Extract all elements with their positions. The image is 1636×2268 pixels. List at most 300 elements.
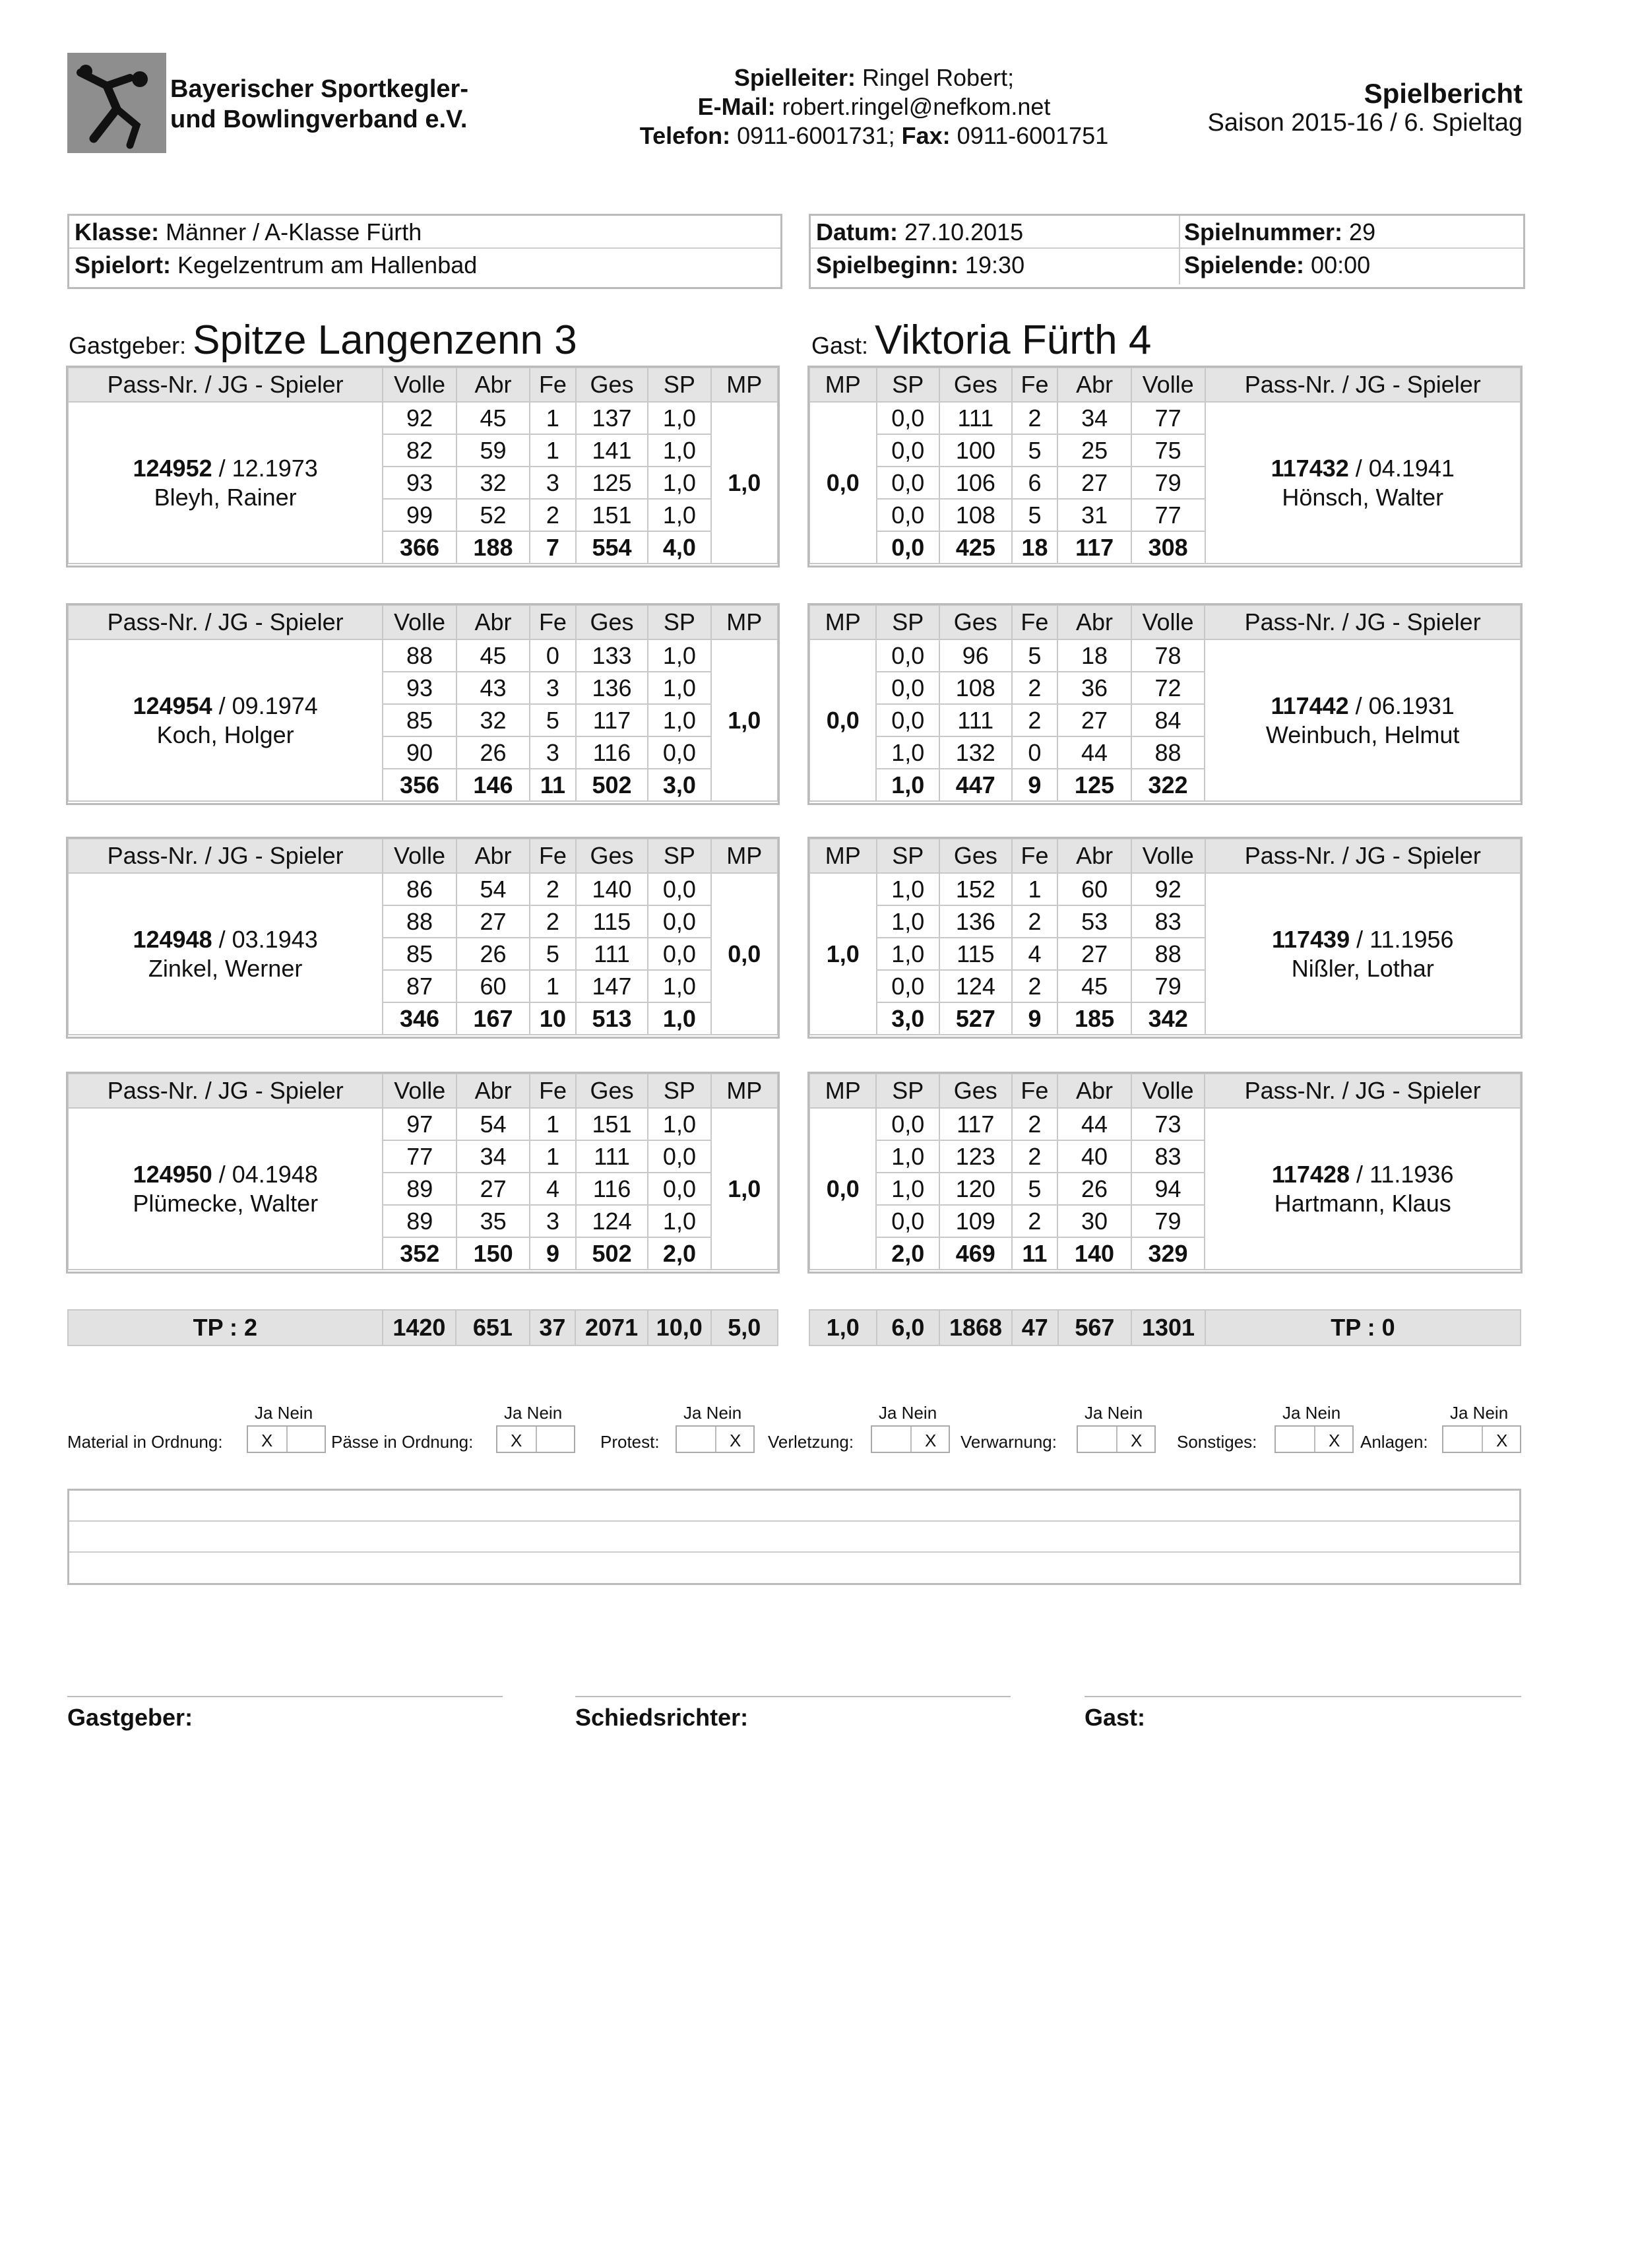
column-header: Abr [1057, 839, 1131, 873]
score-cell: 90 [383, 736, 456, 769]
ja-nein-header: Ja Nein [683, 1403, 742, 1423]
column-header: MP [809, 368, 877, 402]
score-cell: 89 [383, 1173, 456, 1205]
score-cell: 0,0 [648, 1173, 710, 1205]
score-cell: 9 [1012, 769, 1058, 801]
datum-row [811, 216, 1523, 249]
score-cell: 167 [456, 1002, 530, 1035]
federation-logo [67, 53, 166, 153]
ja-nein-header: Ja Nein [1085, 1403, 1143, 1423]
score-cell: 117 [939, 1108, 1012, 1140]
score-cell: 0,0 [876, 1205, 939, 1237]
score-cell: 87 [383, 970, 456, 1002]
column-header: Fe [530, 605, 576, 639]
score-cell: 1,0 [648, 402, 710, 434]
leader-label: Spielleiter: [734, 64, 856, 91]
score-cell: 2 [1012, 1108, 1058, 1140]
score-cell: 150 [456, 1237, 530, 1270]
column-header: Ges [576, 368, 648, 402]
score-cell: 32 [456, 467, 530, 499]
score-cell: 1,0 [648, 499, 710, 531]
score-cell: 108 [939, 672, 1012, 704]
score-cell: 1,0 [877, 873, 940, 905]
checkbox-pair[interactable] [1077, 1425, 1156, 1453]
player-name: Bleyh, Rainer [154, 483, 297, 511]
spielort-label: Spielort: [75, 251, 172, 278]
score-cell: 2,0 [876, 1237, 939, 1270]
checklist-label: Material in Ordnung: [67, 1432, 223, 1452]
mp-cell: 1,0 [711, 639, 778, 801]
guest-total-volle: 1301 [1131, 1310, 1205, 1345]
score-cell: 59 [456, 434, 530, 467]
score-cell: 151 [576, 1108, 648, 1140]
score-cell: 0,0 [877, 434, 940, 467]
score-cell: 1,0 [876, 1173, 939, 1205]
score-cell: 5 [530, 704, 576, 736]
score-cell: 27 [1057, 467, 1131, 499]
column-header: Ges [576, 1074, 648, 1108]
guest-table-frame [807, 366, 1523, 567]
score-cell: 82 [383, 434, 456, 467]
score-cell: 117 [1057, 531, 1131, 564]
score-cell: 18 [1012, 531, 1058, 564]
checklist-label: Pässe in Ordnung: [331, 1432, 474, 1452]
score-cell: 85 [383, 938, 456, 970]
column-header: Volle [383, 1074, 456, 1108]
score-cell: 5 [1012, 499, 1058, 531]
spielbeginn-value: 19:30 [959, 251, 1025, 278]
score-cell: 26 [456, 938, 530, 970]
score-cell: 54 [456, 873, 530, 905]
klasse-row [69, 216, 780, 249]
score-cell: 92 [1131, 873, 1205, 905]
phone-value: 0911-6001731; [730, 122, 902, 149]
guest-table-frame [807, 837, 1523, 1039]
guest-table-frame [807, 1072, 1523, 1274]
guest-signature-line[interactable] [1085, 1696, 1521, 1697]
checkbox-pair[interactable] [1274, 1425, 1354, 1453]
guest-total-abr: 567 [1058, 1310, 1132, 1345]
datum-label: Datum: [816, 218, 898, 245]
column-header: Pass-Nr. / JG - Spieler [68, 1074, 383, 1108]
score-cell: 27 [1057, 704, 1131, 736]
org-line-1: Bayerischer Sportkegler- [170, 75, 468, 103]
checkbox-pair[interactable] [871, 1425, 950, 1453]
score-cell: 86 [383, 873, 456, 905]
score-cell: 1 [530, 970, 576, 1002]
score-cell: 111 [939, 402, 1012, 434]
score-cell: 140 [576, 873, 648, 905]
column-header: Abr [1057, 605, 1131, 639]
score-cell: 342 [1131, 1002, 1205, 1035]
spielbeginn-row [811, 249, 1523, 282]
score-cell: 111 [576, 938, 648, 970]
mp-cell: 0,0 [809, 1108, 876, 1270]
match-info-right [809, 214, 1525, 289]
season-label: Saison 2015-16 / 6. Spieltag [1207, 109, 1523, 137]
mp-cell: 1,0 [711, 1108, 778, 1270]
score-cell: 554 [576, 531, 648, 564]
score-cell: 152 [939, 873, 1012, 905]
score-cell: 43 [456, 672, 530, 704]
report-title: Spielbericht [1364, 78, 1523, 109]
score-cell: 1,0 [876, 1140, 939, 1173]
klasse-label: Klasse: [75, 218, 160, 245]
leader-value: Ringel Robert; [855, 64, 1015, 91]
player-name: Plümecke, Walter [133, 1189, 319, 1217]
score-cell: 115 [576, 905, 648, 938]
score-cell: 26 [456, 736, 530, 769]
email-label: E-Mail: [697, 93, 776, 120]
column-header: Volle [383, 839, 456, 873]
score-cell: 27 [456, 905, 530, 938]
column-header: Abr [1057, 368, 1131, 402]
notes-line[interactable] [69, 1491, 1519, 1522]
score-cell: 100 [939, 434, 1012, 467]
column-header: Pass-Nr. / JG - Spieler [68, 368, 383, 402]
player-birth: / 03.1943 [212, 925, 318, 953]
score-cell: 31 [1057, 499, 1131, 531]
score-cell: 60 [1057, 873, 1131, 905]
notes-line[interactable] [69, 1553, 1519, 1584]
score-cell: 52 [456, 499, 530, 531]
score-cell: 111 [939, 704, 1012, 736]
guest-team-label: Gast: [811, 332, 869, 359]
guest-total-mp: 1,0 [809, 1310, 877, 1345]
score-cell: 123 [939, 1140, 1012, 1173]
score-cell: 141 [576, 434, 648, 467]
score-cell: 2 [1012, 672, 1058, 704]
score-cell: 3,0 [877, 1002, 940, 1035]
score-cell: 1,0 [648, 639, 710, 672]
score-cell: 329 [1131, 1237, 1205, 1270]
column-header: SP [877, 368, 940, 402]
player-birth: / 11.1956 [1350, 925, 1454, 953]
score-cell: 40 [1057, 1140, 1131, 1173]
column-header: Volle [1131, 368, 1205, 402]
score-cell: 0,0 [648, 905, 710, 938]
score-cell: 115 [939, 938, 1012, 970]
guest-total-ges: 1868 [939, 1310, 1012, 1345]
home-total-volle: 1420 [383, 1310, 456, 1345]
home-tp: TP : 2 [68, 1310, 383, 1345]
score-cell: 0,0 [648, 1140, 710, 1173]
score-cell: 79 [1131, 467, 1205, 499]
score-cell: 308 [1131, 531, 1205, 564]
score-cell: 352 [383, 1237, 456, 1270]
column-header: Ges [576, 839, 648, 873]
score-cell: 0,0 [877, 402, 940, 434]
score-cell: 97 [383, 1108, 456, 1140]
score-cell: 2 [1012, 402, 1058, 434]
score-cell: 108 [939, 499, 1012, 531]
guest-total-fe: 47 [1012, 1310, 1058, 1345]
score-cell: 88 [383, 639, 456, 672]
checkbox-pair[interactable] [247, 1425, 326, 1453]
klasse-value: Männer / A-Klasse Fürth [159, 218, 422, 245]
fax-value: 0911-6001751 [950, 122, 1109, 149]
column-header: Volle [1131, 605, 1205, 639]
report-title-block [1208, 79, 1523, 137]
column-header: SP [876, 605, 939, 639]
column-header: Pass-Nr. / JG - Spieler [68, 839, 383, 873]
score-cell: 92 [383, 402, 456, 434]
score-cell: 0,0 [876, 639, 939, 672]
score-cell: 1,0 [877, 905, 940, 938]
mp-cell: 1,0 [711, 402, 778, 564]
contact-block [561, 63, 1187, 150]
spielnummer-value: 29 [1342, 218, 1376, 245]
notes-line[interactable] [69, 1522, 1519, 1553]
score-cell: 1,0 [877, 938, 940, 970]
score-cell: 0,0 [648, 938, 710, 970]
score-cell: 151 [576, 499, 648, 531]
column-header: MP [711, 839, 778, 873]
column-header: MP [711, 1074, 778, 1108]
column-header: Abr [456, 1074, 530, 1108]
score-cell: 5 [530, 938, 576, 970]
column-header: Ges [939, 368, 1012, 402]
fax-label: Fax: [901, 122, 951, 149]
spielort-row [69, 249, 780, 282]
column-header: SP [648, 368, 710, 402]
score-cell: 3 [530, 467, 576, 499]
organisation-name [170, 74, 468, 135]
score-cell: 2 [1012, 905, 1058, 938]
score-cell: 4,0 [648, 531, 710, 564]
checklist-label: Verwarnung: [960, 1432, 1057, 1452]
ja-nein-header: Ja Nein [255, 1403, 313, 1423]
score-cell: 79 [1131, 1205, 1205, 1237]
nein-checkbox[interactable]: X [1496, 1431, 1508, 1450]
spielnummer-label: Spielnummer: [1184, 218, 1343, 245]
score-cell: 1 [530, 1108, 576, 1140]
score-cell: 3 [530, 672, 576, 704]
player-birth: / 04.1941 [1348, 454, 1455, 482]
nein-checkbox[interactable]: X [730, 1431, 741, 1450]
score-cell: 85 [383, 704, 456, 736]
score-cell: 106 [939, 467, 1012, 499]
score-cell: 9 [1012, 1002, 1058, 1035]
home-totals [67, 1309, 778, 1346]
bowler-icon [67, 53, 166, 153]
column-header: MP [809, 839, 877, 873]
column-header: MP [711, 605, 778, 639]
phone-label: Telefon: [639, 122, 731, 149]
home-table-frame [66, 1072, 780, 1274]
player-birth: / 04.1948 [212, 1160, 318, 1188]
score-cell: 0,0 [877, 531, 940, 564]
score-cell: 73 [1131, 1108, 1205, 1140]
column-header: Fe [530, 368, 576, 402]
score-cell: 1,0 [648, 467, 710, 499]
spielort-value: Kegelzentrum am Hallenbad [171, 251, 478, 278]
column-header: Volle [383, 368, 456, 402]
ja-nein-header: Ja Nein [1282, 1403, 1341, 1423]
score-cell: 356 [383, 769, 456, 801]
score-cell: 111 [576, 1140, 648, 1173]
score-cell: 137 [576, 402, 648, 434]
score-cell: 0,0 [877, 467, 940, 499]
player-name: Hönsch, Walter [1282, 483, 1444, 511]
score-cell: 35 [456, 1205, 530, 1237]
home-table-frame [66, 837, 780, 1039]
player-birth: / 11.1936 [1350, 1160, 1454, 1188]
spielende-label: Spielende: [1184, 251, 1305, 278]
score-cell: 117 [576, 704, 648, 736]
match-info-left [67, 214, 782, 289]
column-header: Fe [1012, 839, 1058, 873]
checkbox-pair[interactable] [676, 1425, 755, 1453]
spielbeginn-label: Spielbeginn: [816, 251, 959, 278]
ja-nein-header: Ja Nein [504, 1403, 563, 1423]
home-total-fe: 37 [530, 1310, 576, 1345]
column-header: Pass-Nr. / JG - Spieler [1205, 1074, 1521, 1108]
player-name: Weinbuch, Helmut [1265, 721, 1460, 748]
player-pass-number: 117428 [1271, 1160, 1350, 1188]
score-cell: 88 [1131, 938, 1205, 970]
ja-checkbox[interactable]: X [261, 1431, 273, 1450]
notes-box[interactable] [67, 1489, 1521, 1585]
column-header: MP [711, 368, 778, 402]
player-birth: / 09.1974 [212, 692, 318, 719]
score-cell: 7 [530, 531, 576, 564]
column-header: Volle [383, 605, 456, 639]
score-cell: 469 [939, 1237, 1012, 1270]
home-table-frame [66, 366, 780, 567]
score-cell: 140 [1057, 1237, 1131, 1270]
score-cell: 34 [456, 1140, 530, 1173]
home-team-label: Gastgeber: [69, 332, 187, 359]
score-cell: 72 [1131, 672, 1205, 704]
ja-nein-header: Ja Nein [1450, 1403, 1509, 1423]
mp-cell: 0,0 [809, 402, 877, 564]
column-header: Ges [939, 605, 1012, 639]
column-header: Ges [576, 605, 648, 639]
column-header: Pass-Nr. / JG - Spieler [1205, 839, 1521, 873]
score-cell: 30 [1057, 1205, 1131, 1237]
score-cell: 4 [530, 1173, 576, 1205]
score-cell: 32 [456, 704, 530, 736]
nein-checkbox[interactable]: X [1131, 1431, 1143, 1450]
score-cell: 94 [1131, 1173, 1205, 1205]
score-cell: 1,0 [648, 1205, 710, 1237]
score-cell: 3,0 [648, 769, 710, 801]
score-cell: 89 [383, 1205, 456, 1237]
checkbox-pair[interactable] [1442, 1425, 1521, 1453]
score-cell: 1 [530, 1140, 576, 1173]
score-cell: 527 [939, 1002, 1012, 1035]
score-cell: 124 [939, 970, 1012, 1002]
score-cell: 133 [576, 639, 648, 672]
score-cell: 45 [456, 639, 530, 672]
score-cell: 502 [576, 769, 648, 801]
checklist-label: Sonstiges: [1177, 1432, 1257, 1452]
score-cell: 185 [1057, 1002, 1131, 1035]
score-cell: 366 [383, 531, 456, 564]
nein-checkbox[interactable]: X [925, 1431, 937, 1450]
checkbox-pair[interactable] [496, 1425, 575, 1453]
score-cell: 425 [939, 531, 1012, 564]
home-total-sp: 10,0 [648, 1310, 711, 1345]
score-cell: 322 [1131, 769, 1205, 801]
column-header: SP [648, 1074, 710, 1108]
nein-checkbox[interactable]: X [1329, 1431, 1340, 1450]
guest-totals [809, 1309, 1521, 1346]
checklist-label: Protest: [600, 1432, 660, 1452]
score-cell: 1,0 [876, 736, 939, 769]
score-cell: 1,0 [648, 970, 710, 1002]
score-cell: 1,0 [876, 769, 939, 801]
score-cell: 513 [576, 1002, 648, 1035]
column-header: SP [648, 605, 710, 639]
player-pass-number: 117442 [1271, 692, 1349, 719]
score-cell: 84 [1131, 704, 1205, 736]
score-cell: 0 [1012, 736, 1058, 769]
player-name: Hartmann, Klaus [1274, 1189, 1451, 1217]
score-cell: 136 [576, 672, 648, 704]
referee-signature-line[interactable] [575, 1696, 1011, 1697]
email-value: robert.ringel@nefkom.net [775, 93, 1051, 120]
score-cell: 11 [1012, 1237, 1058, 1270]
score-cell: 96 [939, 639, 1012, 672]
player-birth: / 12.1973 [212, 454, 318, 482]
player-pass-number: 117439 [1271, 925, 1350, 953]
score-cell: 44 [1057, 1108, 1131, 1140]
score-cell: 78 [1131, 639, 1205, 672]
score-cell: 3 [530, 736, 576, 769]
home-total-abr: 651 [456, 1310, 529, 1345]
column-header: Fe [1012, 368, 1058, 402]
column-header: Pass-Nr. / JG - Spieler [68, 605, 383, 639]
checklist-label: Verletzung: [768, 1432, 854, 1452]
score-cell: 83 [1131, 1140, 1205, 1173]
score-cell: 2 [1012, 970, 1058, 1002]
score-cell: 1,0 [648, 1108, 710, 1140]
score-cell: 109 [939, 1205, 1012, 1237]
ja-checkbox[interactable]: X [511, 1431, 522, 1450]
referee-signature-label: Schiedsrichter: [575, 1704, 749, 1731]
score-cell: 5 [1012, 434, 1058, 467]
score-cell: 1,0 [648, 704, 710, 736]
score-cell: 1,0 [648, 1002, 710, 1035]
score-cell: 2 [530, 873, 576, 905]
guest-total-sp: 6,0 [877, 1310, 940, 1345]
score-cell: 45 [456, 402, 530, 434]
column-header: Fe [1012, 1074, 1058, 1108]
column-header: Fe [530, 1074, 576, 1108]
score-cell: 120 [939, 1173, 1012, 1205]
score-cell: 1 [530, 434, 576, 467]
column-header: SP [876, 1074, 939, 1108]
score-cell: 6 [1012, 467, 1058, 499]
score-cell: 34 [1057, 402, 1131, 434]
score-cell: 0,0 [877, 499, 940, 531]
home-total-ges: 2071 [575, 1310, 648, 1345]
home-total-mp: 5,0 [711, 1310, 778, 1345]
host-signature-line[interactable] [67, 1696, 503, 1697]
score-cell: 93 [383, 672, 456, 704]
score-cell: 9 [530, 1237, 576, 1270]
score-cell: 54 [456, 1108, 530, 1140]
column-header: Abr [456, 839, 530, 873]
score-cell: 79 [1131, 970, 1205, 1002]
score-cell: 125 [576, 467, 648, 499]
player-pass-number: 124954 [133, 692, 212, 719]
column-header: Pass-Nr. / JG - Spieler [1205, 605, 1521, 639]
score-cell: 146 [456, 769, 530, 801]
score-cell: 26 [1057, 1173, 1131, 1205]
